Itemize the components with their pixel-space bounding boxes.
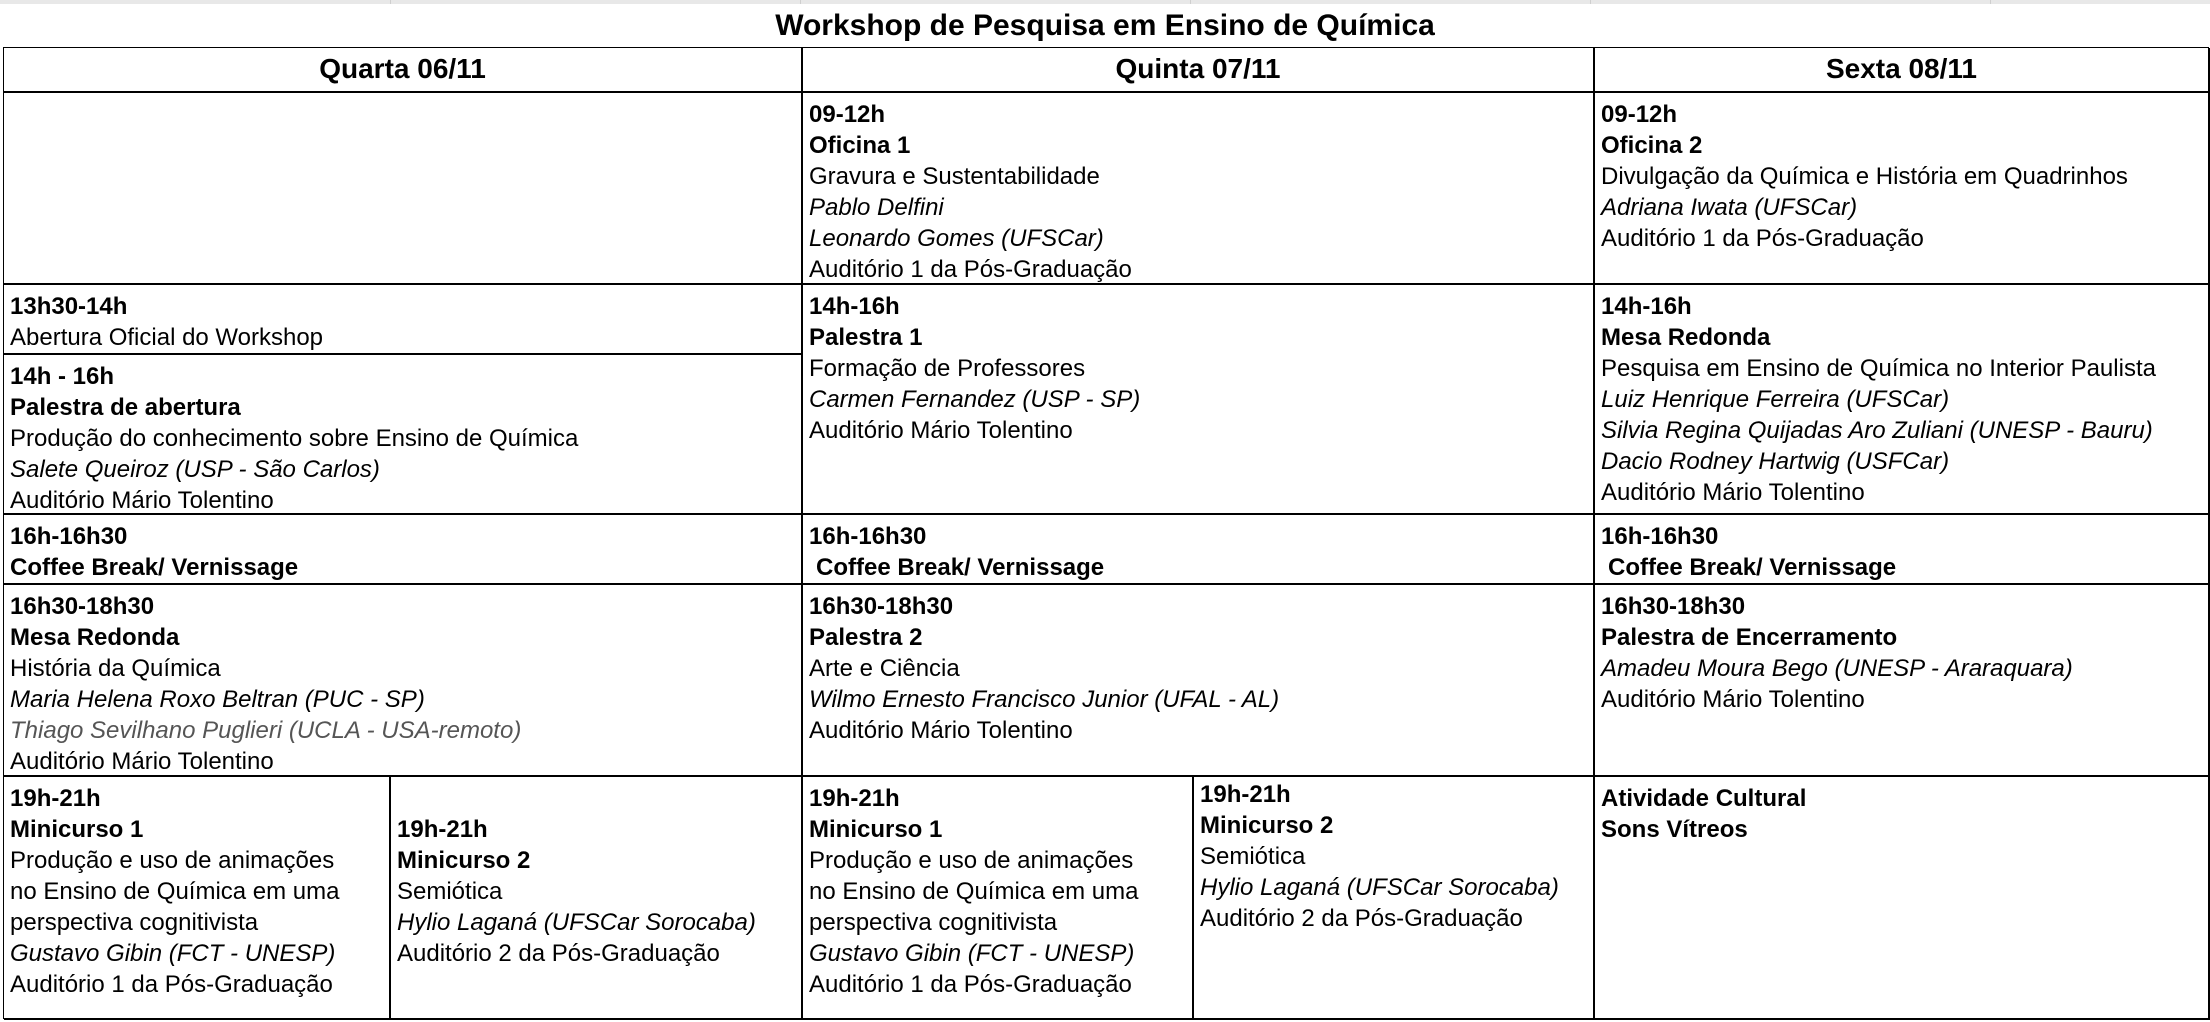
session-room: Auditório 2 da Pós-Graduação — [1200, 905, 1523, 932]
session-room: Auditório 1 da Pós-Graduação — [809, 971, 1132, 998]
session-speaker: Salete Queiroz (USP - São Carlos) — [10, 456, 380, 483]
session-coffee-break — [4, 515, 803, 585]
session-title: Minicurso 2 — [397, 847, 531, 874]
session-oficina-2 — [1595, 93, 2210, 285]
session-abertura-oficial — [4, 285, 803, 355]
session-title: Mesa Redonda — [1601, 324, 1771, 351]
session-topic: Produção e uso de animações — [10, 847, 335, 874]
session-speaker: Gustavo Gibin (FCT - UNESP) — [809, 940, 1135, 967]
session-speaker: Wilmo Ernesto Francisco Junior (UFAL - AL) — [809, 686, 1280, 713]
session-time: 14h - 16h — [10, 363, 115, 390]
session-title: Palestra 1 — [809, 324, 923, 351]
session-coffee-break — [803, 515, 1595, 585]
session-speaker: Gustavo Gibin (FCT - UNESP) — [10, 940, 336, 967]
session-speaker: Leonardo Gomes (UFSCar) — [809, 225, 1104, 252]
column-divider — [1590, 0, 1591, 4]
session-palestra-1 — [803, 285, 1595, 515]
session-topic: no Ensino de Química em uma — [809, 878, 1139, 905]
session-time: 16h-16h30 — [1601, 523, 1719, 550]
session-time: 09-12h — [809, 101, 886, 128]
session-palestra-encerramento — [1595, 585, 2210, 777]
session-room: Auditório Mário Tolentino — [809, 717, 1073, 744]
session-atividade-cultural — [1595, 777, 2210, 1020]
session-title: Atividade Cultural — [1601, 785, 1807, 812]
session-room: Auditório Mário Tolentino — [10, 748, 274, 775]
session-speaker: Silvia Regina Quijadas Aro Zuliani (UNESP - Bauru) — [1601, 417, 2153, 444]
toolbar-strip — [0, 0, 2210, 4]
session-minicurso-1-quinta — [803, 777, 1194, 1020]
session-time: 14h-16h — [1601, 293, 1692, 320]
session-topic: Divulgação da Química e História em Quadrinhos — [1601, 163, 2128, 190]
session-mesa-redonda-sexta — [1595, 285, 2210, 515]
session-title: Mesa Redonda — [10, 624, 180, 651]
session-topic: Semiótica — [397, 878, 503, 905]
session-time: 19h-21h — [10, 785, 101, 812]
session-topic: Formação de Professores — [809, 355, 1086, 382]
session-palestra-2 — [803, 585, 1595, 777]
session-speaker: Pablo Delfini — [809, 194, 944, 221]
schedule-table — [3, 47, 2209, 1019]
session-speaker: Adriana Iwata (UFSCar) — [1601, 194, 1858, 221]
column-divider — [1190, 0, 1191, 4]
session-title: Minicurso 2 — [1200, 812, 1334, 839]
session-topic: Produção e uso de animações — [809, 847, 1134, 874]
session-time: 19h-21h — [1200, 781, 1291, 808]
session-time: 16h30-18h30 — [10, 593, 155, 620]
page-title: Workshop de Pesquisa em Ensino de Química — [775, 9, 1435, 42]
session-room: Auditório Mário Tolentino — [1601, 479, 1865, 506]
session-room: Auditório Mário Tolentino — [1601, 686, 1865, 713]
session-topic: Gravura e Sustentabilidade — [809, 163, 1100, 190]
session-topic: Pesquisa em Ensino de Química no Interior Paulista — [1601, 355, 2156, 382]
session-minicurso-1-quarta — [4, 777, 391, 1020]
session-title: Coffee Break/ Vernissage — [816, 554, 1105, 581]
session-room: Auditório 1 da Pós-Graduação — [10, 971, 333, 998]
session-topic: perspectiva cognitivista — [809, 909, 1058, 936]
session-room: Auditório Mário Tolentino — [10, 487, 274, 514]
session-topic: Produção do conhecimento sobre Ensino de Química — [10, 425, 579, 452]
day-header-sexta: Sexta 08/11 — [1595, 48, 2210, 93]
session-speaker-remote: Thiago Sevilhano Puglieri (UCLA - USA-remoto) — [10, 717, 522, 744]
session-title: Coffee Break/ Vernissage — [10, 554, 299, 581]
session-speaker: Dacio Rodney Hartwig (USFCar) — [1601, 448, 1950, 475]
session-subtitle: Sons Vítreos — [1601, 816, 1748, 843]
session-title: Coffee Break/ Vernissage — [1608, 554, 1897, 581]
session-time: 19h-21h — [809, 785, 900, 812]
session-time: 16h30-18h30 — [1601, 593, 1746, 620]
day-header-quinta: Quinta 07/11 — [803, 48, 1595, 93]
session-room: Auditório 2 da Pós-Graduação — [397, 940, 720, 967]
session-title: Palestra de abertura — [10, 394, 241, 421]
session-time: 16h-16h30 — [10, 523, 128, 550]
session-title: Palestra 2 — [809, 624, 923, 651]
session-time: 16h-16h30 — [809, 523, 927, 550]
session-topic: Semiótica — [1200, 843, 1306, 870]
session-time: 14h-16h — [809, 293, 900, 320]
day-header-quarta: Quarta 06/11 — [4, 48, 803, 93]
session-time: 13h30-14h — [10, 293, 128, 320]
session-speaker: Carmen Fernandez (USP - SP) — [809, 386, 1141, 413]
session-oficina-1 — [803, 93, 1595, 285]
session-title: Abertura Oficial do Workshop — [10, 324, 324, 351]
session-mesa-redonda-quarta — [4, 585, 803, 777]
session-title: Minicurso 1 — [809, 816, 943, 843]
session-speaker: Hylio Laganá (UFSCar Sorocaba) — [397, 909, 756, 936]
session-topic: no Ensino de Química em uma — [10, 878, 340, 905]
session-topic: perspectiva cognitivista — [10, 909, 259, 936]
session-minicurso-2-quinta — [1194, 777, 1595, 1020]
session-topic: História da Química — [10, 655, 221, 682]
session-time: 19h-21h — [397, 816, 488, 843]
session-speaker: Luiz Henrique Ferreira (UFSCar) — [1601, 386, 1950, 413]
session-room: Auditório 1 da Pós-Graduação — [1601, 225, 1924, 252]
column-divider — [390, 0, 391, 4]
session-topic: Arte e Ciência — [809, 655, 960, 682]
session-title: Oficina 1 — [809, 132, 911, 159]
session-title: Oficina 2 — [1601, 132, 1703, 159]
session-speaker: Maria Helena Roxo Beltran (PUC - SP) — [10, 686, 425, 713]
session-room: Auditório Mário Tolentino — [809, 417, 1073, 444]
session-time: 16h30-18h30 — [809, 593, 954, 620]
session-title: Palestra de Encerramento — [1601, 624, 1898, 651]
session-time: 09-12h — [1601, 101, 1678, 128]
session-coffee-break — [1595, 515, 2210, 585]
session-minicurso-2-quarta — [391, 777, 803, 1020]
column-divider — [800, 0, 801, 4]
session-room: Auditório 1 da Pós-Graduação — [809, 256, 1132, 283]
session-speaker: Hylio Laganá (UFSCar Sorocaba) — [1200, 874, 1559, 901]
empty-cell — [4, 93, 803, 285]
column-divider — [1990, 0, 1991, 4]
session-title: Minicurso 1 — [10, 816, 144, 843]
session-palestra-abertura — [4, 355, 803, 515]
session-speaker: Amadeu Moura Bego (UNESP - Araraquara) — [1601, 655, 2073, 682]
